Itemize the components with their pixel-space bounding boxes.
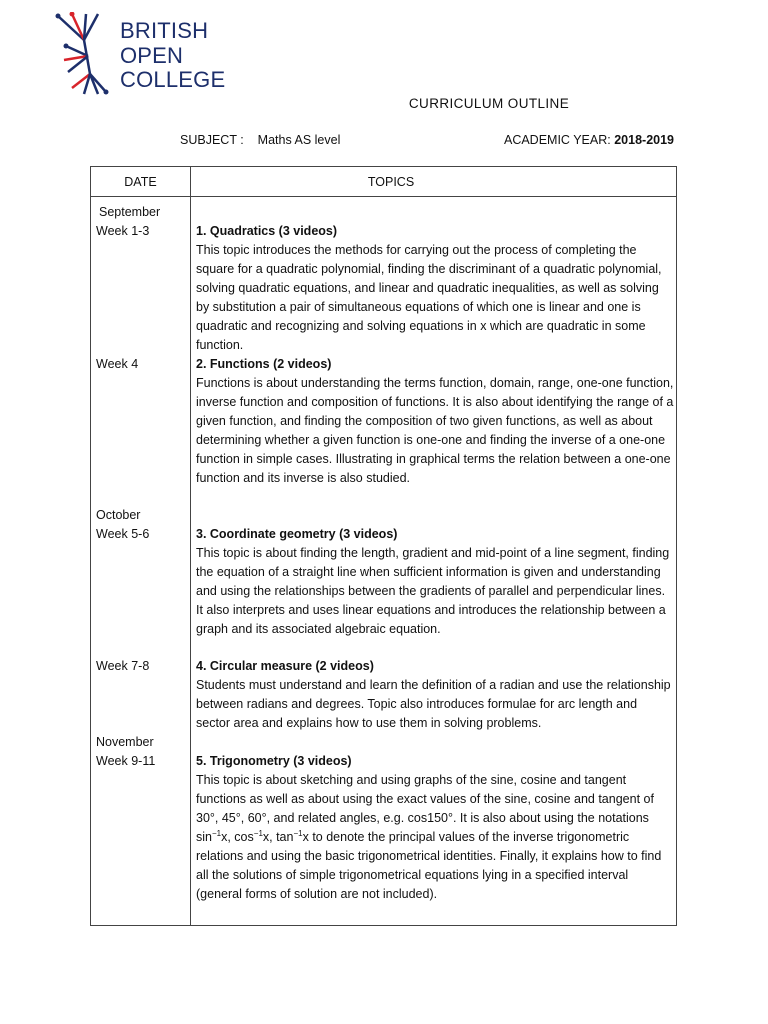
college-logo (52, 12, 232, 98)
date-column-header: DATE (124, 175, 157, 189)
topic-cell (196, 657, 674, 733)
topic-title: 4. Circular measure (2 videos) (196, 659, 374, 673)
week-label: Week 7-8 (96, 659, 150, 673)
academic-year-label: ACADEMIC YEAR: (503, 133, 611, 147)
date-cell (96, 657, 188, 676)
subject-line (180, 133, 340, 147)
logo-wordmark: BRITISH OPEN COLLEGE (120, 18, 226, 92)
topic-description: This topic is about finding the length, gradient and mid-point of a line segment, finding the equation of a straight line when sufficient information is given and understanding and using the relationships between the gradients of parallel and perpendicular lines. It also interprets and uses linear equations and introduces the relationship between a graph and its associated algebraic equation. (196, 546, 670, 636)
logo-mark-icon (52, 12, 116, 98)
topic-title: 2. Functions (2 videos) (196, 357, 332, 371)
date-cell (96, 506, 188, 544)
academic-year-line (504, 133, 674, 147)
month-label: September (99, 205, 161, 219)
topic-cell (196, 355, 674, 488)
subject-value: Maths AS level (257, 133, 341, 147)
month-label: November (96, 735, 154, 749)
date-cell (96, 355, 188, 374)
topic-cell (196, 525, 674, 639)
document-title: CURRICULUM OUTLINE (408, 96, 570, 111)
topics-column-header: TOPICS (367, 175, 415, 189)
header-divider (91, 196, 676, 197)
week-label: Week 9-11 (96, 754, 156, 768)
topic-cell (196, 752, 674, 904)
topic-description: Students must understand and learn the definition of a radian and use the relationship between radians and degrees. Topic also introduces formulae for arc length and sector area and explains how to use them in solving problems. (196, 678, 671, 730)
topic-cell (196, 222, 674, 355)
topic-title: 1. Quadratics (3 videos) (196, 224, 338, 238)
week-label: Week 4 (96, 357, 139, 371)
week-label: Week 1-3 (96, 224, 150, 238)
date-cell (96, 733, 188, 771)
date-cell (96, 203, 188, 241)
column-divider (190, 167, 191, 925)
curriculum-table (90, 166, 677, 926)
academic-year-value: 2018-2019 (614, 133, 674, 147)
topic-title: 5. Trigonometry (3 videos) (196, 754, 352, 768)
subject-label: SUBJECT : (180, 133, 244, 147)
month-label: October (96, 508, 141, 522)
topic-description: This topic introduces the methods for carrying out the process of completing the square for a quadratic polynomial, finding the discriminant of a quadratic polynomial, solving quadratic equations, and linear and quadratic inequalities, as well as solving by substitution a pair of simultaneous equations of which one is linear and one is quadratic and recognizing and solving equations in x which are quadratic in some function. (196, 243, 662, 352)
week-label: Week 5-6 (96, 527, 150, 541)
topic-description: This topic is about sketching and using graphs of the sine, cosine and tangent functions as well as about using the exact values of the sine, cosine and tangent of 30°, 45°, 60°, and related angles, e.g. cos150°. It is also about using the notations $\sin^{-1}x$, $\cos^{-1}x$, $\tan^{-1}x$ to denote the principal values of the inverse trigonometric relations and using the basic trigonometrical identities. Finally, it explains how to find all the solutions of simple trigonometrical equations lying in a specified interval (general forms of solution are not included). (196, 773, 662, 901)
topic-title: 3. Coordinate geometry (3 videos) (196, 527, 398, 541)
topic-description: Functions is about understanding the terms function, domain, range, one-one function, inverse function and composition of functions. It is also about identifying the range of a given function, and finding the composition of two given functions, as well as about determining whether a given function is one-one and finding the inverse of a one-one function in simple cases. Illustrating in graphical terms the relation between a one-one function and its inverse is also studied. (196, 376, 674, 485)
